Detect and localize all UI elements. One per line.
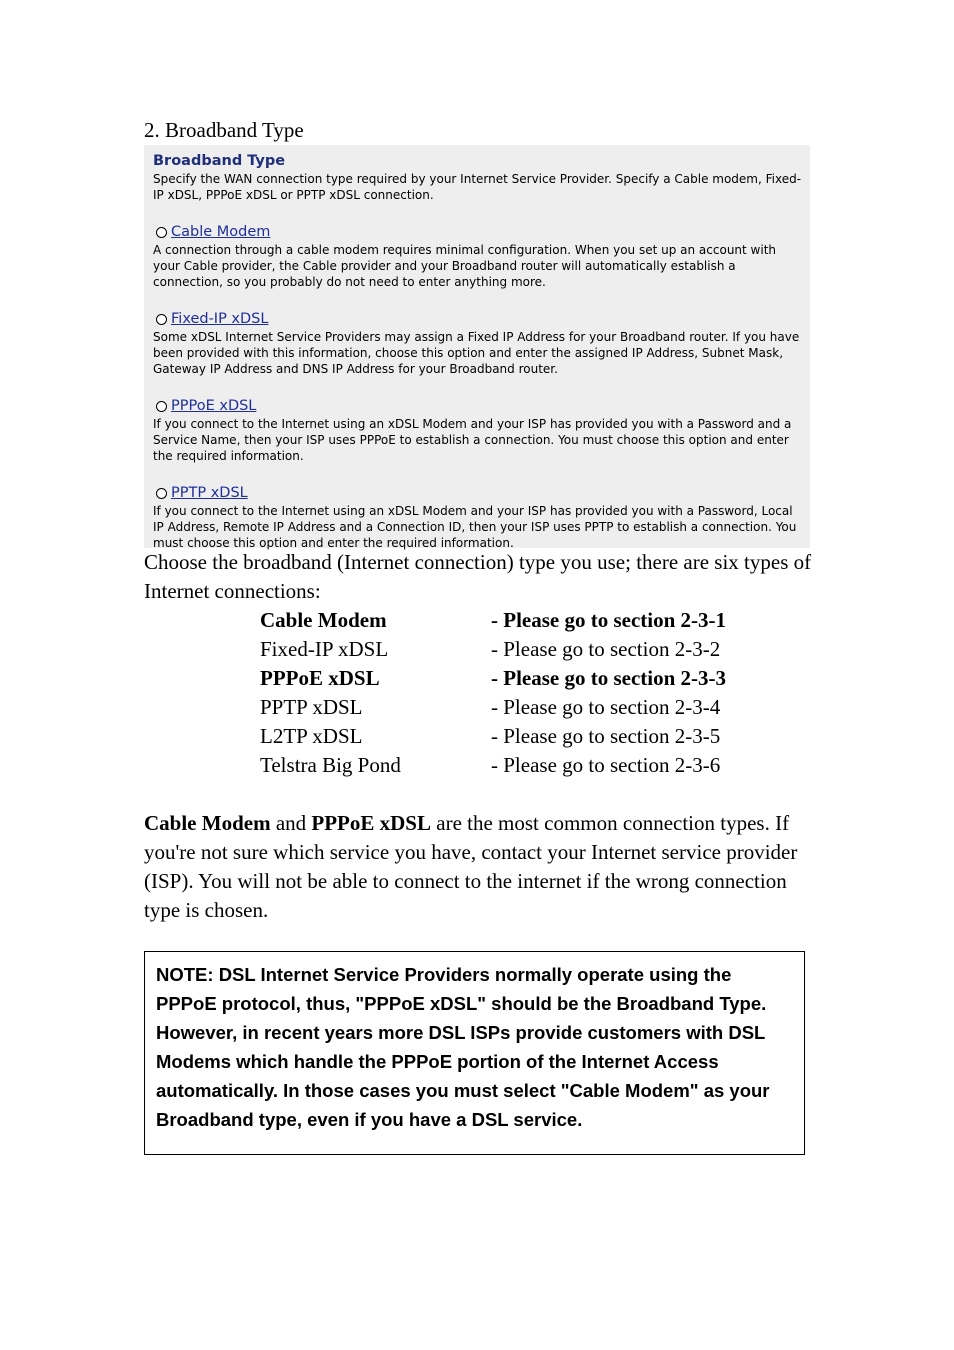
option-cable-modem <box>153 222 810 290</box>
cable-modem-link[interactable]: Cable Modem <box>171 224 271 240</box>
pppoe-xdsl-description: If you connect to the Internet using an xDSL Modem and your ISP has provided you with a Password and a Service Name, then your ISP uses PPPoE to establish a connection. You must choose this option and enter the required information. <box>153 417 792 463</box>
type-section: - Please go to section 2-3-1 <box>491 608 727 632</box>
type-name: Fixed-IP xDSL <box>260 637 389 661</box>
fixed-ip-xdsl-radio[interactable] <box>156 314 167 325</box>
pptp-xdsl-link[interactable]: PPTP xDSL <box>171 485 248 501</box>
fixed-ip-xdsl-description: Some xDSL Internet Service Providers may assign a Fixed IP Address for your Broadband router. If you have been provided with this information, choose this option and enter the assigned IP Address, Subnet Mask, Gateway IP Address and DNS IP Address for your Broadband router. <box>153 330 800 376</box>
pptp-xdsl-description: If you connect to the Internet using an xDSL Modem and your ISP has provided you with a Password, Local IP Address, Remote IP Address and a Connection ID, then your ISP uses PPTP to establish a connection. You must choose this option and enter the required information. <box>153 504 797 550</box>
type-section: - Please go to section 2-3-2 <box>491 637 721 661</box>
type-row <box>260 606 726 635</box>
pptp-xdsl-radio[interactable] <box>156 488 167 499</box>
type-row <box>260 751 726 780</box>
type-section: - Please go to section 2-3-3 <box>491 666 727 690</box>
type-row <box>260 635 726 664</box>
panel-title: Broadband Type <box>153 153 286 169</box>
type-section: - Please go to section 2-3-6 <box>491 753 721 777</box>
type-name: Telstra Big Pond <box>260 753 401 777</box>
panel-description: Specify the WAN connection type required by your Internet Service Provider. Specify a Cable modem, Fixed-IP xDSL, PPPoE xDSL or PPTP xDSL connection. <box>153 172 802 202</box>
type-name: PPTP xDSL <box>260 695 363 719</box>
note-box: NOTE: DSL Internet Service Providers normally operate using the PPPoE protocol, thus, "PPPoE xDSL" should be the Broadband Type. However, in recent years more DSL ISPs provide customers with DSL Modems which handle the PPPoE portion of the Internet Access automatically. In those cases you must select "Cable Modem" as your Broadband type, even if you have a DSL service. <box>144 951 805 1155</box>
common-and: and <box>270 811 312 835</box>
cable-modem-radio[interactable] <box>156 227 167 238</box>
fixed-ip-xdsl-link[interactable]: Fixed-IP xDSL <box>171 311 269 327</box>
common-types-paragraph <box>144 809 824 925</box>
connection-type-list <box>260 606 726 780</box>
common-rest: are the most common connection types. If you're not sure which service you have, contact your Internet service provider (ISP). You will not be able to connect to the internet if the wrong connection type is chosen. <box>144 811 798 922</box>
broadband-type-panel <box>144 145 810 548</box>
type-row <box>260 664 726 693</box>
intro-paragraph: Choose the broadband (Internet connection) type you use; there are six types of Internet connections: <box>144 550 812 603</box>
type-name: L2TP xDSL <box>260 724 363 748</box>
section-heading: 2. Broadband Type <box>144 118 304 142</box>
type-section: - Please go to section 2-3-5 <box>491 724 721 748</box>
option-pptp-xdsl <box>153 483 810 551</box>
cable-modem-description: A connection through a cable modem requires minimal configuration. When you set up an account with your Cable provider, the Cable provider and your Broadband router will automatically establish a connection, so you probably do not need to enter anything more. <box>153 243 777 289</box>
common-term-pppoe-xdsl: PPPoE xDSL <box>311 811 431 835</box>
common-term-cable-modem: Cable Modem <box>144 811 271 835</box>
pppoe-xdsl-link[interactable]: PPPoE xDSL <box>171 398 257 414</box>
type-row <box>260 722 726 751</box>
type-row <box>260 693 726 722</box>
type-name: PPPoE xDSL <box>260 666 380 690</box>
option-fixed-ip-xdsl <box>153 309 810 377</box>
type-name: Cable Modem <box>260 608 387 632</box>
pppoe-xdsl-radio[interactable] <box>156 401 167 412</box>
type-section: - Please go to section 2-3-4 <box>491 695 721 719</box>
option-pppoe-xdsl <box>153 396 810 464</box>
